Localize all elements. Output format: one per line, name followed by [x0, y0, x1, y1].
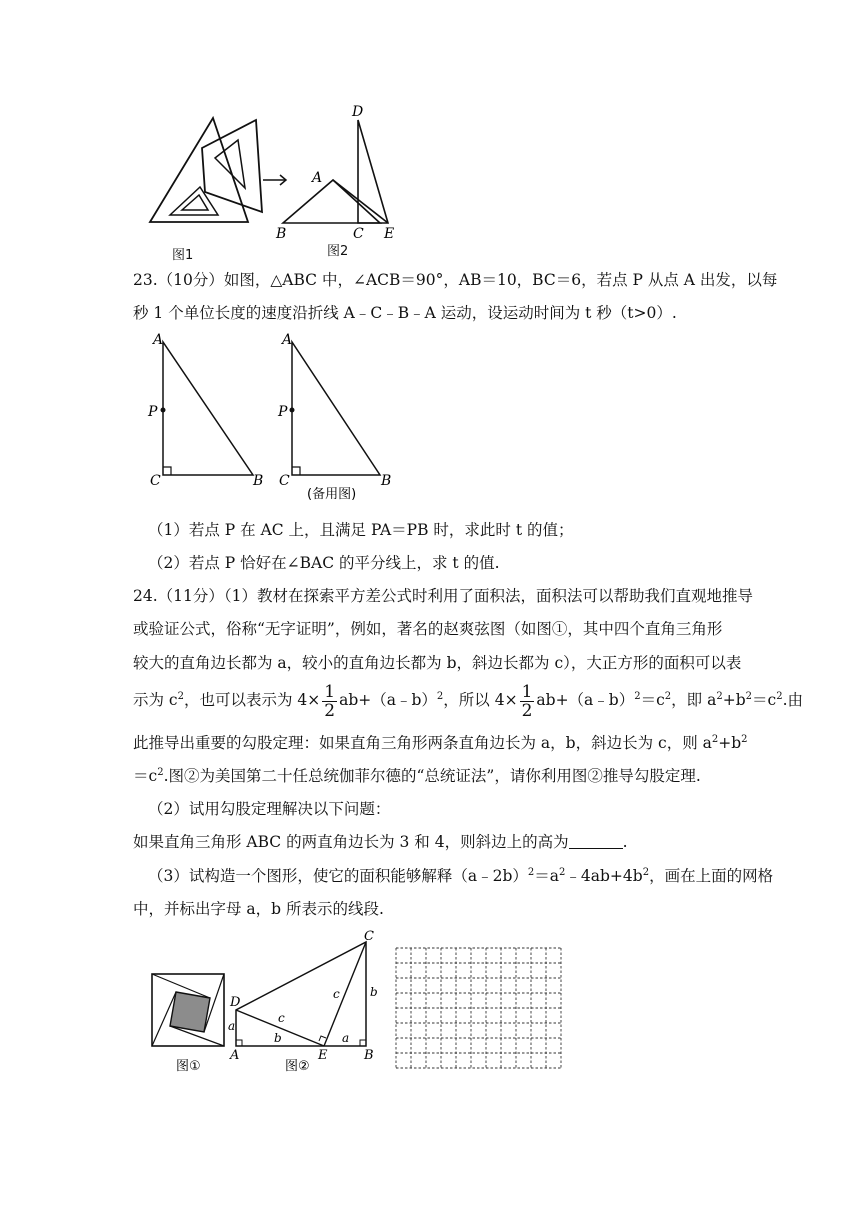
sup: 2 [716, 691, 723, 702]
fraction-half [322, 683, 337, 720]
sup: 2 [776, 691, 783, 702]
point-E: E [384, 226, 395, 242]
sup: 2 [642, 867, 650, 878]
q24-text-1: （1）教材在探索平方差公式时利用了面积法，面积法可以帮助我们直观地推导 [223, 587, 754, 605]
q23-point-P: P [148, 404, 158, 420]
q23-spare-point-P: P [278, 404, 288, 420]
fig2-point-A: A [230, 1048, 240, 1063]
fig2-point-B: B [364, 1048, 374, 1063]
q24-line5 [133, 733, 748, 753]
q23-spare-point-B: B [381, 473, 392, 489]
q23-point-C: C [150, 473, 161, 489]
q24-sub3-d: ，画在上面的网格 [649, 867, 774, 885]
fig2-point-C: C [364, 929, 374, 944]
q24-l6-a: ＝c [133, 767, 158, 785]
sup: 2 [634, 691, 641, 702]
q24-l4-b: ，也可以表示为 4× [183, 691, 321, 709]
q24-l5-b: +b [718, 734, 742, 752]
frac-den: 2 [324, 700, 336, 721]
fig2-side-b-right: b [370, 985, 378, 999]
q24-line6 [133, 766, 701, 786]
q24-sub3-c: ﹣4ab+4b [565, 867, 643, 885]
sup: 2 [527, 867, 535, 878]
q24-score: （11分） [157, 587, 224, 605]
q24-line1 [133, 586, 753, 606]
fig2-side-c-right: c [333, 987, 340, 1001]
q24-l4-c: ab+（a﹣b） [339, 691, 437, 709]
q23-score: （10分） [157, 271, 224, 289]
q23-spare-caption: (备用图) [307, 487, 357, 502]
q24-l4-g: ，即 a [671, 691, 717, 709]
sup: 2 [436, 691, 444, 702]
point-C: C [353, 226, 364, 242]
figure-1-caption: 图1 [172, 248, 194, 263]
sup: 2 [741, 734, 748, 745]
fig2-caption: 图② [285, 1059, 310, 1074]
q23-figures [145, 330, 405, 505]
q23-number: 23. [133, 271, 158, 289]
q23-sub1: （1）若点 P 在 AC 上，且满足 PA＝PB 时，求此时 t 的值； [148, 521, 574, 539]
q24-l4-i: ＝c [752, 691, 777, 709]
figure-2-caption: 图2 [327, 244, 349, 259]
drawing-grid[interactable] [396, 948, 561, 1068]
q24-sub2-end: . [622, 833, 628, 851]
fig2-side-a-left: a [228, 1019, 236, 1033]
q24-l4-e: ab+（a﹣b） [536, 691, 635, 709]
q23-text-1: 如图，△ABC 中，∠ACB＝90°，AB＝10，BC＝6，若点 P 从点 A 出发，以每 [223, 271, 778, 289]
q24-sub3 [148, 866, 773, 886]
fig1-caption: 图① [176, 1059, 201, 1074]
q24-line4 [133, 682, 803, 720]
sup: 2 [559, 867, 566, 878]
q24-sub2-question [133, 832, 628, 852]
q24-number: 24. [133, 587, 158, 605]
q23-line1 [133, 270, 777, 290]
q24-figures [148, 928, 568, 1078]
fig2-side-b-bottom: b [274, 1031, 282, 1045]
fig2-side-a-bottom: a [342, 1031, 350, 1045]
q23-line2: 秒 1 个单位长度的速度沿折线 A﹣C﹣B﹣A 运动，设运动时间为 t 秒（t>0）. [133, 304, 677, 322]
frac-num: 1 [521, 681, 533, 702]
q23-point-B: B [253, 473, 264, 489]
q24-l4-a: 示为 c [133, 691, 178, 709]
q24-l4-d: ，所以 4× [443, 691, 518, 709]
q24-sub3-line2: 中，并标出字母 a，b 所表示的线段. [133, 900, 384, 918]
sup: 2 [157, 767, 164, 778]
q24-sub3-a: （3）试构造一个图形，使它的面积能够解释（a﹣2b） [148, 867, 528, 885]
q24-l4-j: .由 [782, 691, 804, 709]
q24-line2: 或验证公式，俗称“无字证明”，例如，著名的赵爽弦图（如图①，其中四个直角三角形 [133, 620, 723, 638]
point-B: B [276, 226, 287, 242]
q24-l4-h: +b [722, 691, 746, 709]
frac-den: 2 [521, 700, 533, 721]
q24-l4-f: ＝c [640, 691, 665, 709]
q23-point-A: A [153, 332, 164, 348]
q24-l6-b: .图②为美国第二十任总统伽菲尔德的“总统证法”，请你利用图②推导勾股定理. [163, 767, 701, 785]
point-D: D [352, 104, 364, 120]
q23-sub2: （2）若点 P 恰好在∠BAC 的平分线上，求 t 的值. [148, 554, 500, 572]
sup: 2 [745, 691, 753, 702]
fig2-point-D: D [230, 995, 241, 1010]
q23-spare-point-C: C [279, 473, 290, 489]
sup: 2 [711, 734, 719, 745]
q24-sub2-text: 如果直角三角形 ABC 的两直角边长为 3 和 4，则斜边上的高为 [133, 833, 569, 851]
fig2-point-E: E [318, 1048, 328, 1063]
fraction-half [520, 683, 535, 720]
point-A: A [312, 170, 323, 186]
q24-line3: 较大的直角边长都为 a，较小的直角边长都为 b，斜边长都为 c），大正方形的面积可以表 [133, 654, 742, 672]
q24-sub2: （2）试用勾股定理解决以下问题： [148, 800, 391, 818]
sup: 2 [664, 691, 672, 702]
q24-l5-a: 此推导出重要的勾股定理：如果直角三角形两条直角边长为 a，b，斜边长为 c，则 a [133, 734, 712, 752]
sup: 2 [177, 691, 184, 702]
answer-blank[interactable] [569, 834, 623, 849]
q24-sub3-b: ＝a [534, 867, 560, 885]
q23-spare-point-A: A [282, 332, 293, 348]
frac-num: 1 [324, 681, 336, 702]
figure-1-2 [140, 100, 420, 260]
fig2-side-c-lower: c [278, 1011, 285, 1025]
